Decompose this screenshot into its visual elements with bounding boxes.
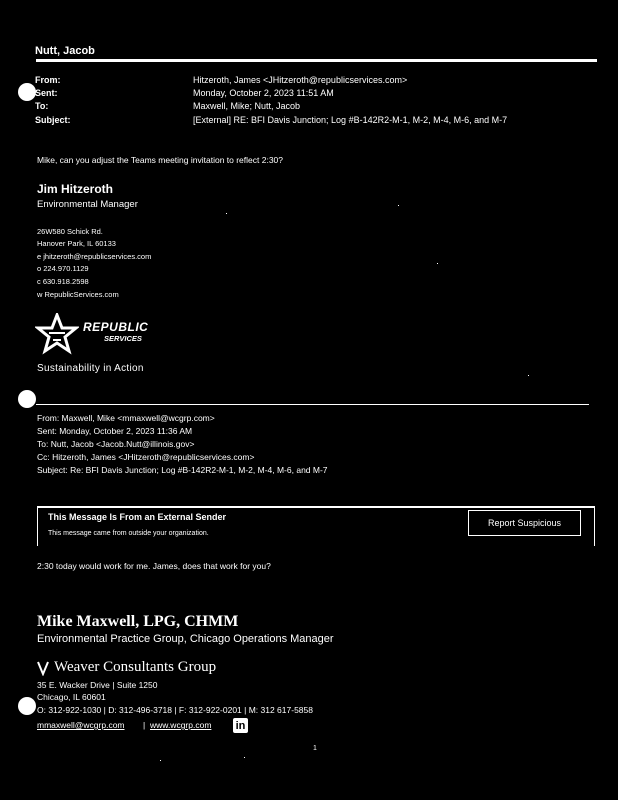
message2-cc: Cc: Hitzeroth, James <JHitzeroth@republicservices.com> [37,452,255,462]
subject-value: [External] RE: BFI Davis Junction; Log #B-142R2-M-1, M-2, M-4, M-6, and M-7 [193,115,508,125]
message1-body: Mike, can you adjust the Teams meeting invitation to reflect 2:30? [37,155,284,165]
republic-logo-sub: SERVICES [104,334,142,343]
sig2-web-link[interactable]: www.wcgrp.com [150,720,212,730]
republic-logo-text: REPUBLIC [83,320,149,334]
sig1-cell: c 630.918.2598 [37,277,89,286]
sig1-name: Jim Hitzeroth [37,182,114,196]
sig1-email: e jhitzeroth@republicservices.com [37,252,152,261]
punch-hole [18,697,36,715]
message-divider [36,404,589,405]
to-label: To: [35,101,49,111]
banner-title: This Message Is From an External Sender [48,512,227,522]
punch-hole [18,390,36,408]
message2-to: To: Nutt, Jacob <Jacob.Nutt@illinois.gov> [37,439,195,449]
header-rule [36,59,597,62]
from-value: Hitzeroth, James <JHitzeroth@republicservices.com> [193,75,408,85]
page-title: Nutt, Jacob [35,45,95,57]
message2-sent: Sent: Monday, October 2, 2023 11:36 AM [37,426,193,436]
weaver-company-name: Weaver Consultants Group [54,659,217,675]
scan-speck [160,760,161,761]
sig1-address2: Hanover Park, IL 60133 [37,239,116,248]
to-value: Maxwell, Mike; Nutt, Jacob [193,101,301,111]
page-number: 1 [313,745,317,752]
sent-value: Monday, October 2, 2023 11:51 AM [193,88,334,98]
sent-label: Sent: [35,88,58,98]
sig2-phones: O: 312-922-1030 | D: 312-496-3718 | F: 312-922-0201 | M: 312 617-5858 [37,705,313,715]
scan-speck [398,205,399,206]
sig2-address1: 35 E. Wacker Drive | Suite 1250 [37,680,158,690]
message2-from: From: Maxwell, Mike <mmaxwell@wcgrp.com> [37,413,215,423]
banner-subtitle: This message came from outside your organization. [48,530,209,537]
sig1-office: o 224.970.1129 [37,264,89,273]
weaver-logo-icon [37,660,49,676]
republic-logo-icon [35,313,79,355]
from-label: From: [35,75,61,85]
sig2-email-link[interactable]: mmaxwell@wcgrp.com [37,720,125,730]
sig1-title: Environmental Manager [37,199,138,210]
sig1-address1: 26W580 Schick Rd. [37,227,103,236]
sig2-title: Environmental Practice Group, Chicago Operations Manager [37,633,334,645]
sig1-tagline: Sustainability in Action [37,363,144,374]
report-suspicious-button[interactable]: Report Suspicious [468,510,581,536]
subject-label: Subject: [35,115,71,125]
scan-speck [437,263,438,264]
message3-body: 2:30 today would work for me. James, does that work for you? [37,561,271,571]
sig1-web: w RepublicServices.com [37,290,119,299]
sig2-separator: | [143,720,146,730]
scan-speck [528,375,529,376]
scan-speck [244,757,245,758]
punch-hole [18,83,36,101]
scan-speck [226,213,227,214]
linkedin-icon[interactable]: in [233,718,248,733]
sig2-address2: Chicago, IL 60601 [37,692,106,702]
message2-subject: Subject: Re: BFI Davis Junction; Log #B-142R2-M-1, M-2, M-4, M-6, and M-7 [37,465,328,475]
sig2-name: Mike Maxwell, LPG, CHMM [37,613,239,630]
